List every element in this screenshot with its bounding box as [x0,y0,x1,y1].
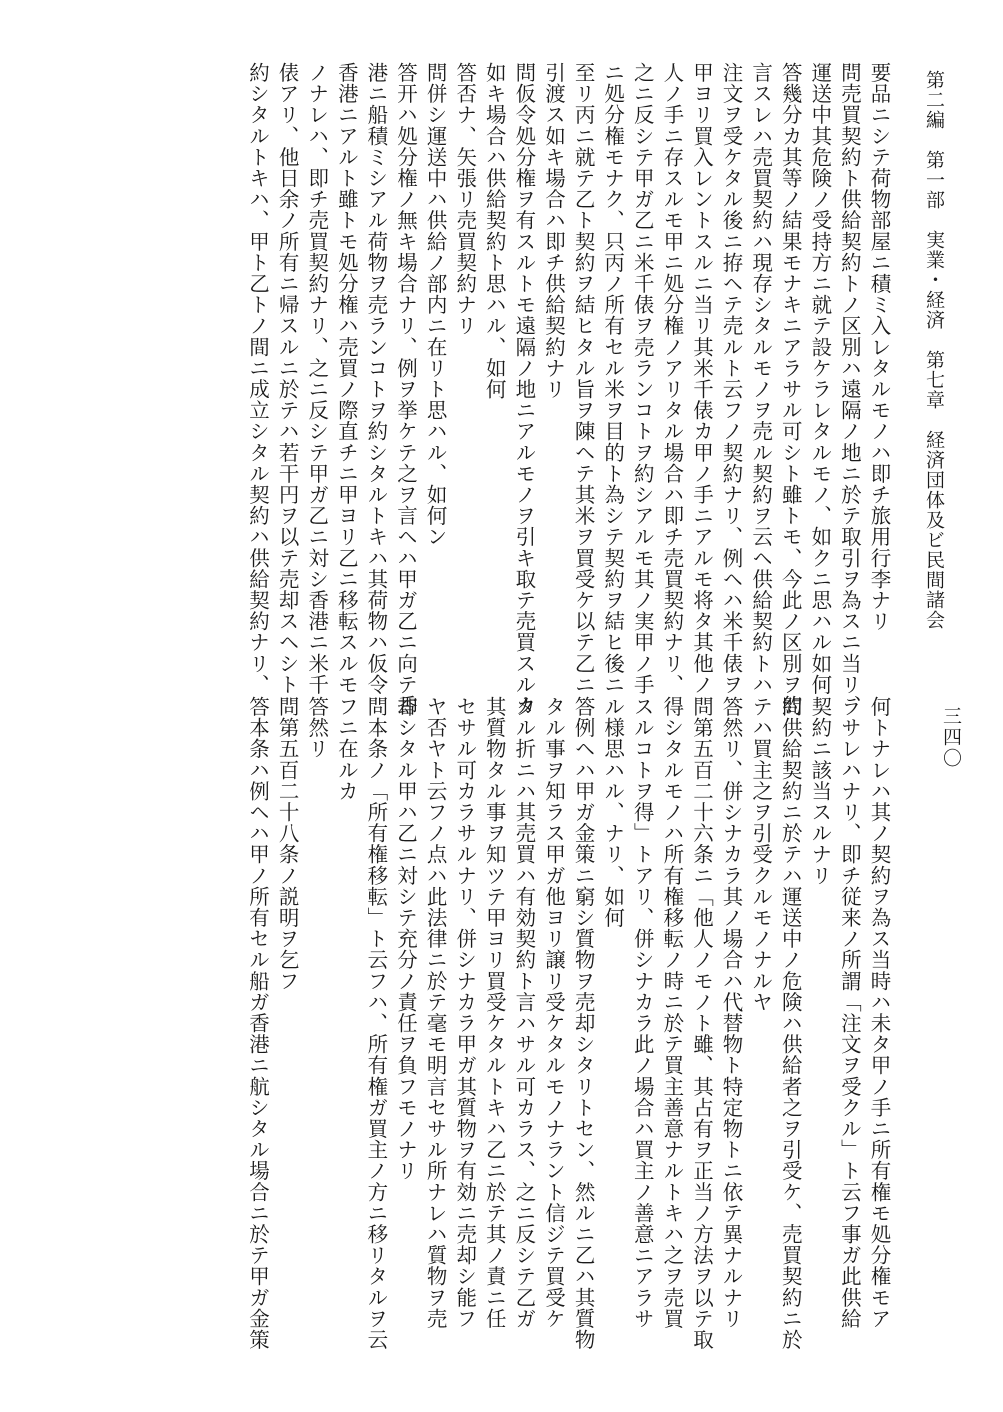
text-line: 約シタルトキハ、甲ト乙トノ間ニ成立シタル契約ハ供給契約ナリ、 [245,62,270,695]
text-line: 答开ハ処分権ノ無キ場合ナリ、例ヲ挙ケテ之ヲ言ヘハ甲ガ乙ニ向テ香 [393,62,418,717]
text-line: 却シタル甲ハ乙ニ対シテ充分ノ責任ヲ負フモノナリ [393,696,418,1182]
text-line: ラサレハナリ、即チ従来ノ所謂「注文ヲ受クル」ト云フ事ガ此供給 [837,696,862,1329]
text-line: 得シタルモノハ所有権移転ノ時ニ於テ買主善意ナルトキハ之ヲ売買 [659,696,684,1329]
text-line: 問仮令処分権ヲ有スルトモ遠隔ノ地ニアルモノヲ引キ取テ売買スルカ [511,62,536,717]
text-line: タル事ヲ知ラス甲ガ他ヨリ譲リ受ケタルモノナラント信ジテ買受ケ [541,696,566,1329]
text-line: 答然リ [304,696,329,760]
text-line: 言スレハ売買契約ハ現存シタルモノヲ売ル契約ヲ云ヘ供給契約トハ [748,62,773,695]
text-line: 問併シ運送中ハ供給ノ部内ニ在リト思ハル、如何ン [423,62,448,548]
text-line: 答然リ、併シナカラ其ノ場合ハ代替物ト特定物トニ依テ異ナルナリ [719,696,744,1329]
text-line: 何トナレハ其ノ契約ヲ為ス当時ハ未タ甲ノ手ニ所有権モ処分権モア [867,696,891,1329]
text-line: 答例ヘハ甲ガ金策ニ窮シ質物ヲ売却シタリトセン、然ルニ乙ハ其質物 [571,696,596,1351]
lower-text-block [242,696,893,1351]
text-line: 問供給契約ニ於テハ運送中ノ危険ハ供給者之ヲ引受ケ、売買契約ニ於 [778,696,803,1351]
text-line: ノナレハ、即チ売買契約ナリ、之ニ反シテ甲ガ乙ニ対シ香港ニ米千 [304,62,329,695]
text-line: テハ買主之ヲ引受クルモノナルヤ [748,696,773,1013]
text-line: 甲ヨリ買入レントスルニ当リ其米千俵カ甲ノ手ニアルモ将タ其他ノ [689,62,714,695]
text-line: 要品ニシテ荷物部屋ニ積ミ入レタルモノハ即チ旅用行李ナリ [867,62,891,632]
text-line: 之ニ反シテ甲ガ乙ニ米千俵ヲ売ランコトヲ約シアルモ其ノ実甲ノ手 [630,62,655,695]
text-line: 運送中其危険ノ受持方ニ就テ設ケラレタルモノ、如クニ思ハル如何 [807,62,832,695]
text-line: 香港ニアルト雖トモ処分権ハ売買ノ際直チニ甲ヨリ乙ニ移転スルモ [334,62,359,695]
text-line: 至リ丙ニ就テ乙ト契約ヲ結ヒタル旨ヲ陳ヘテ其米ヲ買受ケ以テ乙ニ [571,62,596,695]
text-line: ヤ否ヤト云フノ点ハ此法律ニ於テ毫モ明言セサル所ナレハ質物ヲ売 [423,696,448,1329]
text-line: 如キ場合ハ供給契約ト思ハル、如何 [482,62,507,400]
text-line: 答幾分カ其等ノ結果モナキニアラサル可シト雖トモ、今此ノ区別ヲ約 [778,62,803,717]
text-line: 問第五百二十六条ニ「他人ノモノト雖、其占有ヲ正当ノ方法ヲ以テ取 [689,696,714,1351]
text-line: 答本条ハ例ヘハ甲ノ所有セル船ガ香港ニ航シタル場合ニ於テ甲ガ金策 [245,696,270,1351]
text-line: 契約ニ該当スルナリ [807,696,832,886]
text-line: 港ニ船積ミシアル荷物ヲ売ランコトヲ約シタルトキハ其荷物ハ仮令 [363,62,388,695]
text-line: 俵アリ、他日余ノ所有ニ帰スルニ於テハ若干円ヲ以テ売却スヘシト [275,62,300,695]
text-line: ニ処分権モナク、只丙ノ所有セル米ヲ目的ト為シテ契約ヲ結ヒ後ニ [600,62,625,695]
text-line: セサル可カラサルナリ、併シナカラ甲ガ其質物ヲ有効ニ売却シ能フ [452,696,477,1329]
text-line: フニ在ルカ [334,696,359,802]
text-line: スルコトヲ得」トアリ、併シナカラ此ノ場合ハ買主ノ善意ニアラサ [630,696,655,1329]
running-header: 第二編 第一部 実業・経済 第七章 経済団体及ビ民間諸会 [923,70,945,630]
page-number: 三四〇 [940,706,962,769]
upper-text-block [242,62,893,717]
text-line: 引渡ス如キ場合ハ即チ供給契約ナリ [541,62,566,400]
text-line: ル様思ハル、ナリ、如何 [600,696,625,929]
text-line: 其質物タル事ヲ知ツテ甲ヨリ買受ケタルトキハ乙ニ於テ其ノ責ニ任 [482,696,507,1329]
text-line: タル折ニハ其売買ハ有効契約ト言ハサル可カラス、之ニ反シテ乙ガ [511,696,536,1329]
text-line: 注文ヲ受ケタル後ニ拵ヘテ売ルト云フノ契約ナリ、例ヘハ米千俵ヲ [719,62,744,695]
text-line: 人ノ手ニ存スルモ甲ニ処分権ノアリタル場合ハ即チ売買契約ナリ、 [659,62,684,695]
text-line: 問本条ノ「所有権移転」ト云フハ、所有権ガ買主ノ方ニ移リタルヲ云 [363,696,388,1351]
text-line: 問第五百二十八条ノ説明ヲ乞フ [275,696,300,992]
text-line: 問売買契約ト供給契約トノ区別ハ遠隔ノ地ニ於テ取引ヲ為スニ当リ、 [837,62,862,717]
text-line: 答否ナ、矢張リ売買契約ナリ [452,62,477,337]
